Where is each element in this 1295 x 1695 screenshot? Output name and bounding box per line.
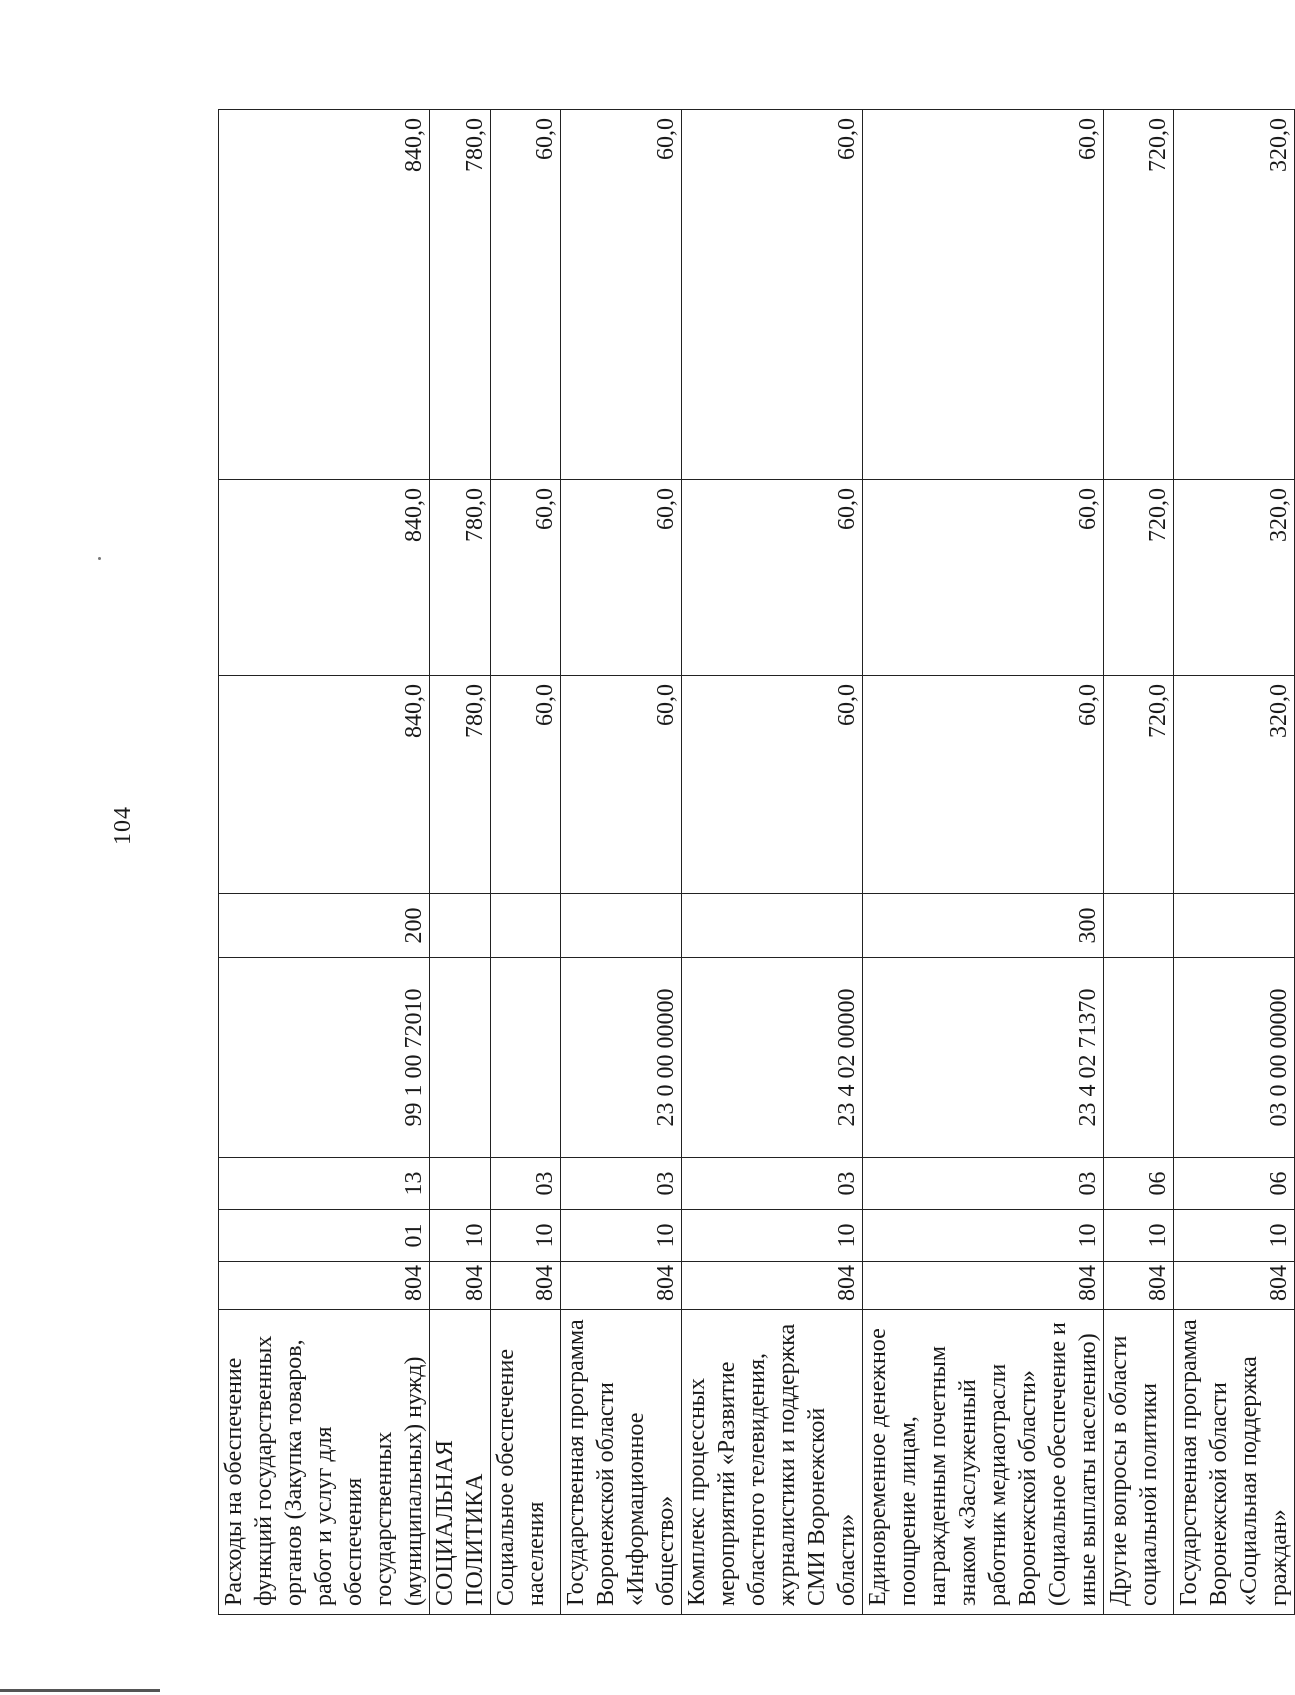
expense-type: 200 bbox=[219, 894, 430, 958]
page-number: 104 bbox=[110, 806, 136, 845]
target-article: 23 0 00 00000 bbox=[561, 958, 682, 1158]
budget-table bbox=[218, 109, 1295, 1615]
table-row bbox=[863, 110, 1104, 1615]
rotated-table-container bbox=[218, 110, 1292, 1615]
expense-type bbox=[682, 894, 863, 958]
amount-year-1: 720,0 bbox=[1104, 676, 1174, 894]
amount-year-2: 60,0 bbox=[682, 480, 863, 676]
scan-speck bbox=[98, 557, 101, 560]
ministry-code: 804 bbox=[219, 1262, 430, 1310]
row-name: Социальное обеспечение населения bbox=[491, 1310, 561, 1615]
amount-year-1: 60,0 bbox=[561, 676, 682, 894]
ministry-code: 804 bbox=[491, 1262, 561, 1310]
target-article: 23 4 02 00000 bbox=[682, 958, 863, 1158]
amount-year-2: 60,0 bbox=[491, 480, 561, 676]
subsection-code: 13 bbox=[219, 1158, 430, 1210]
section-code: 10 bbox=[863, 1210, 1104, 1262]
amount-year-1: 780,0 bbox=[430, 676, 491, 894]
amount-year-2: 780,0 bbox=[430, 480, 491, 676]
table-row bbox=[491, 110, 561, 1615]
subsection-code: 03 bbox=[682, 1158, 863, 1210]
row-name: Единовременное денежное поощрение лицам, награжденным почетным знаком «Заслуженный работник медиаотрасли Воронежской области» (Социальное обеспечение и иные выплаты населению) bbox=[863, 1310, 1104, 1615]
section-code: 10 bbox=[1104, 1210, 1174, 1262]
row-name: Другие вопросы в области социальной политики bbox=[1104, 1310, 1174, 1615]
amount-year-3: 60,0 bbox=[682, 110, 863, 480]
row-name: Расходы на обеспечение функций государственных органов (Закупка товаров, работ и услуг для обеспечения государственных (муниципальных) нужд) bbox=[219, 1310, 430, 1615]
section-code: 10 bbox=[682, 1210, 863, 1262]
section-code: 10 bbox=[1174, 1210, 1295, 1262]
expense-type bbox=[1104, 894, 1174, 958]
subsection-code: 03 bbox=[561, 1158, 682, 1210]
scan-edge-line bbox=[0, 1689, 160, 1692]
table-row bbox=[219, 110, 430, 1615]
target-article bbox=[491, 958, 561, 1158]
amount-year-2: 60,0 bbox=[863, 480, 1104, 676]
amount-year-1: 320,0 bbox=[1174, 676, 1295, 894]
subsection-code bbox=[430, 1158, 491, 1210]
ministry-code: 804 bbox=[682, 1262, 863, 1310]
ministry-code: 804 bbox=[561, 1262, 682, 1310]
table-row bbox=[1104, 110, 1174, 1615]
amount-year-3: 320,0 bbox=[1174, 110, 1295, 480]
row-name: Государственная программа Воронежской области «Социальная поддержка граждан» bbox=[1174, 1310, 1295, 1615]
row-name: СОЦИАЛЬНАЯ ПОЛИТИКА bbox=[430, 1310, 491, 1615]
target-article: 23 4 02 71370 bbox=[863, 958, 1104, 1158]
amount-year-2: 60,0 bbox=[561, 480, 682, 676]
amount-year-1: 840,0 bbox=[219, 676, 430, 894]
target-article: 03 0 00 00000 bbox=[1174, 958, 1295, 1158]
subsection-code: 03 bbox=[491, 1158, 561, 1210]
subsection-code: 03 bbox=[863, 1158, 1104, 1210]
subsection-code: 06 bbox=[1174, 1158, 1295, 1210]
amount-year-1: 60,0 bbox=[682, 676, 863, 894]
row-name: Комплекс процессных мероприятий «Развитие областного телевидения, журналистики и поддержка СМИ Воронежской области» bbox=[682, 1310, 863, 1615]
amount-year-2: 840,0 bbox=[219, 480, 430, 676]
expense-type bbox=[430, 894, 491, 958]
amount-year-3: 840,0 bbox=[219, 110, 430, 480]
amount-year-3: 720,0 bbox=[1104, 110, 1174, 480]
amount-year-1: 60,0 bbox=[863, 676, 1104, 894]
table-row bbox=[430, 110, 491, 1615]
target-article: 99 1 00 72010 bbox=[219, 958, 430, 1158]
target-article bbox=[1104, 958, 1174, 1158]
amount-year-3: 60,0 bbox=[561, 110, 682, 480]
expense-type bbox=[1174, 894, 1295, 958]
expense-type bbox=[561, 894, 682, 958]
amount-year-1: 60,0 bbox=[491, 676, 561, 894]
ministry-code: 804 bbox=[863, 1262, 1104, 1310]
amount-year-3: 780,0 bbox=[430, 110, 491, 480]
ministry-code: 804 bbox=[1174, 1262, 1295, 1310]
amount-year-2: 720,0 bbox=[1104, 480, 1174, 676]
section-code: 10 bbox=[491, 1210, 561, 1262]
section-code: 01 bbox=[219, 1210, 430, 1262]
expense-type bbox=[491, 894, 561, 958]
table-row bbox=[1174, 110, 1295, 1615]
amount-year-3: 60,0 bbox=[491, 110, 561, 480]
amount-year-3: 60,0 bbox=[863, 110, 1104, 480]
ministry-code: 804 bbox=[430, 1262, 491, 1310]
expense-type: 300 bbox=[863, 894, 1104, 958]
section-code: 10 bbox=[561, 1210, 682, 1262]
subsection-code: 06 bbox=[1104, 1158, 1174, 1210]
row-name: Государственная программа Воронежской области «Информационное общество» bbox=[561, 1310, 682, 1615]
table-row bbox=[561, 110, 682, 1615]
amount-year-2: 320,0 bbox=[1174, 480, 1295, 676]
section-code: 10 bbox=[430, 1210, 491, 1262]
target-article bbox=[430, 958, 491, 1158]
ministry-code: 804 bbox=[1104, 1262, 1174, 1310]
table-row bbox=[682, 110, 863, 1615]
